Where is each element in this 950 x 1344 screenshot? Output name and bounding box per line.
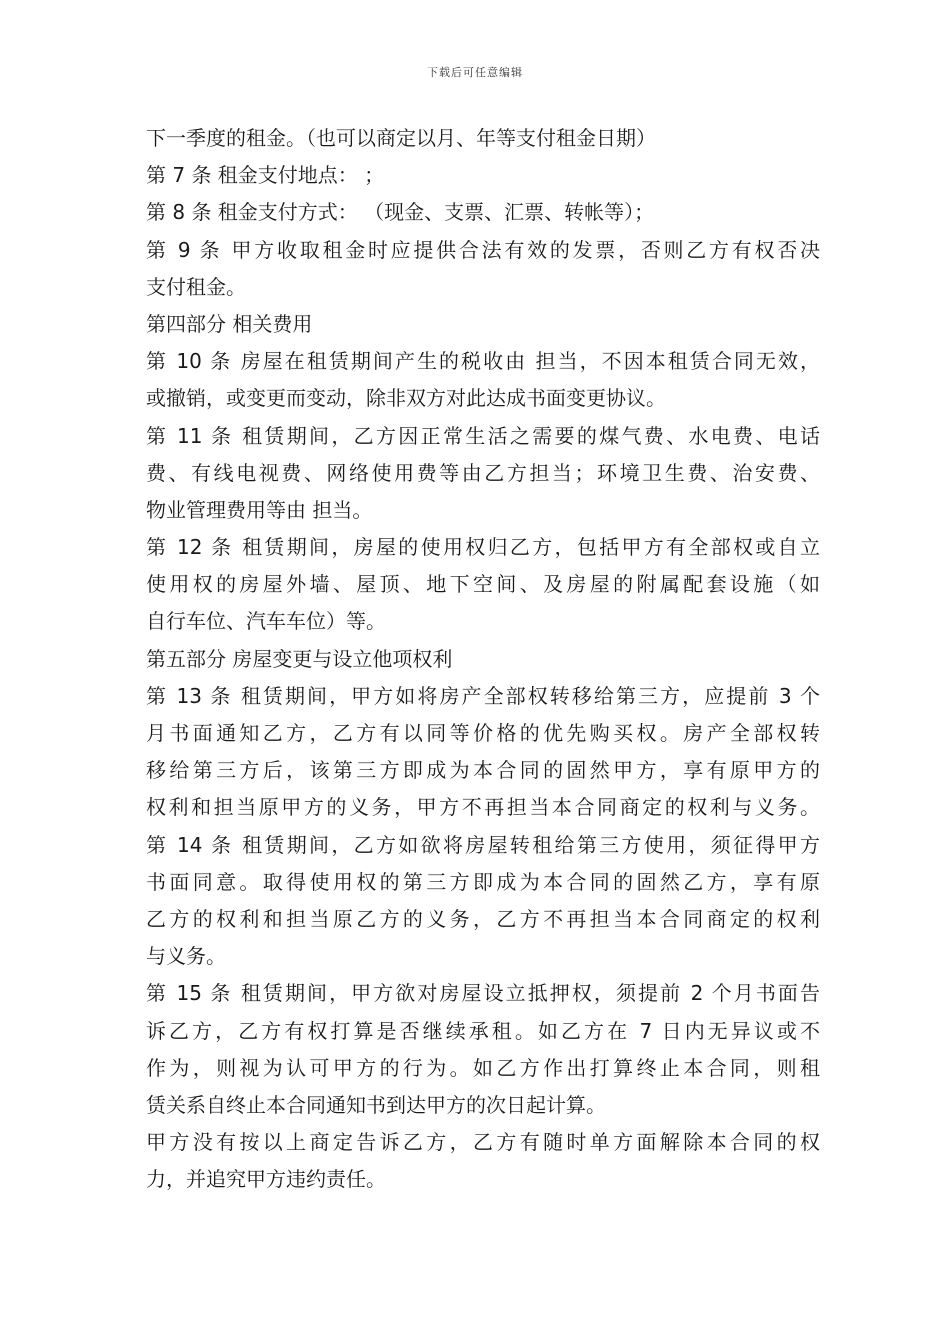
text-line: 第 13 条 租赁期间，甲方如将房产全部权转移给第三方，应提前 3 个 [146, 683, 820, 708]
text-line: 诉乙方，乙方有权打算是否继续承租。如乙方在 7 日内无异议或不 [146, 1018, 820, 1043]
text-line: 费、有线电视费、网络使用费等由乙方担当；环境卫生费、治安费、 [146, 460, 820, 485]
text-line: 赁关系自终止本合同通知书到达甲方的次日起计算。 [146, 1092, 606, 1117]
text-line: 使用权的房屋外墙、屋顶、地下空间、及房屋的附属配套设施（如 [146, 572, 820, 597]
text-line: 移给第三方后，该第三方即成为本合同的固然甲方，享有原甲方的 [146, 758, 820, 783]
text-line: 乙方的权利和担当原乙方的义务，乙方不再担当本合同商定的权利 [146, 906, 820, 931]
text-line: 第 9 条 甲方收取租金时应提供合法有效的发票，否则乙方有权否决 [146, 237, 820, 262]
page-header: 下载后可任意编辑 [427, 66, 523, 79]
text-line: 权利和担当原甲方的义务，甲方不再担当本合同商定的权利与义务。 [146, 795, 820, 820]
text-line: 物业管理费用等由 担当。 [146, 497, 373, 522]
text-line: 支付租金。 [146, 274, 246, 299]
text-line: 或撤销，或变更而变动，除非双方对此达成书面变更协议。 [146, 386, 666, 411]
text-line: 第 7 条 租金支付地点： ； [146, 163, 385, 188]
text-line: 第 11 条 租赁期间，乙方因正常生活之需要的煤气费、水电费、电话 [146, 423, 820, 448]
text-line: 第 8 条 租金支付方式： （现金、支票、汇票、转帐等）； [146, 200, 655, 225]
text-line: 第 12 条 租赁期间，房屋的使用权归乙方，包括甲方有全部权或自立 [146, 535, 820, 560]
text-line: 与义务。 [146, 944, 226, 969]
text-line: 第 14 条 租赁期间，乙方如欲将房屋转租给第三方使用，须征得甲方 [146, 832, 820, 857]
text-line: 第 15 条 租赁期间，甲方欲对房屋设立抵押权，须提前 2 个月书面告 [146, 981, 820, 1006]
section-heading: 第四部分 相关费用 [146, 311, 313, 336]
text-line: 力，并追究甲方违约责任。 [146, 1167, 386, 1192]
text-line: 下一季度的租金。（也可以商定以月、年等支付租金日期） [146, 126, 656, 150]
text-line: 自行车位、汽车车位）等。 [146, 609, 386, 634]
document-body [146, 120, 820, 1198]
text-line: 甲方没有按以上商定告诉乙方，乙方有随时单方面解除本合同的权 [146, 1130, 820, 1155]
text-line: 月书面通知乙方，乙方有以同等价格的优先购买权。房产全部权转 [146, 721, 820, 745]
text-line: 第 10 条 房屋在租赁期间产生的税收由 担当，不因本租赁合同无效， [146, 349, 820, 374]
text-line: 作为，则视为认可甲方的行为。如乙方作出打算终止本合同，则租 [146, 1055, 820, 1080]
section-heading: 第五部分 房屋变更与设立他项权利 [146, 646, 453, 671]
text-line: 书面同意。取得使用权的第三方即成为本合同的固然乙方，享有原 [146, 869, 820, 894]
